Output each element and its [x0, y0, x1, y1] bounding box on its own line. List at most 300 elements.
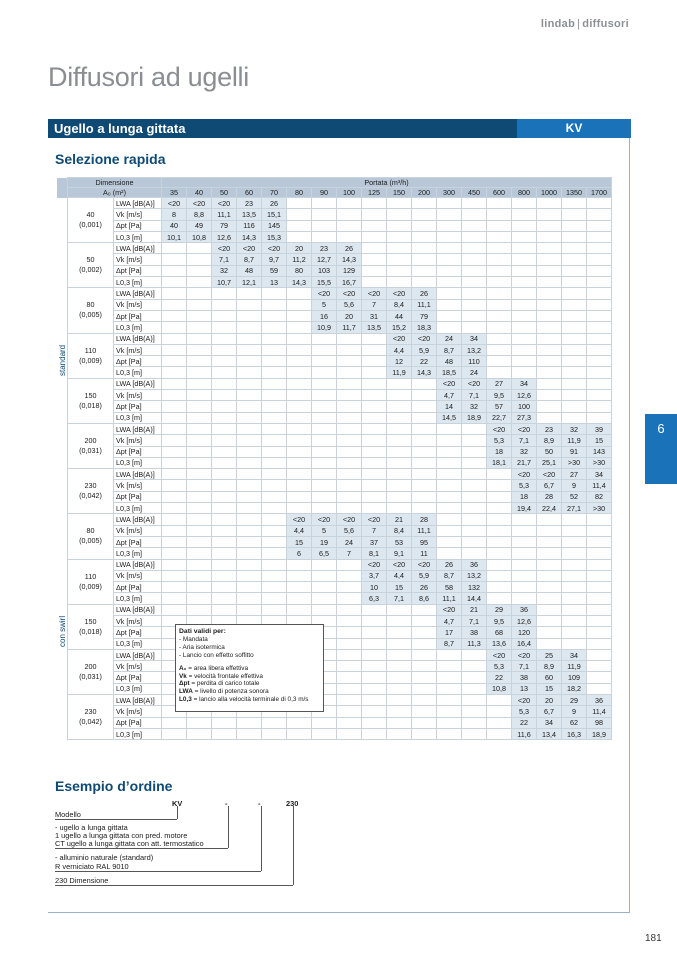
table-row	[57, 672, 612, 683]
value-cell: 50	[537, 446, 562, 457]
value-cell: 10,8	[487, 683, 512, 694]
value-cell: 29	[562, 695, 587, 706]
value-cell: 39	[587, 423, 612, 434]
empty-cell	[287, 288, 312, 299]
empty-cell	[487, 695, 512, 706]
row-label: Δpt [Pa]	[114, 446, 162, 457]
empty-cell	[512, 514, 537, 525]
empty-cell	[212, 491, 237, 502]
empty-cell	[587, 333, 612, 344]
empty-cell	[162, 435, 187, 446]
empty-cell	[587, 231, 612, 242]
empty-cell	[462, 435, 487, 446]
empty-cell	[562, 390, 587, 401]
empty-cell	[487, 536, 512, 547]
empty-cell	[412, 220, 437, 231]
empty-cell	[262, 378, 287, 389]
empty-cell	[337, 559, 362, 570]
empty-cell	[587, 672, 612, 683]
empty-cell	[587, 514, 612, 525]
empty-cell	[462, 695, 487, 706]
notes-item: - Lancio con effetto soffitto	[179, 651, 254, 659]
empty-cell	[312, 333, 337, 344]
table-row	[57, 469, 612, 480]
empty-cell	[387, 661, 412, 672]
value-cell: 21	[462, 604, 487, 615]
empty-cell	[437, 672, 462, 683]
empty-cell	[412, 638, 437, 649]
value-cell: 8,7	[437, 570, 462, 581]
value-cell: <20	[512, 469, 537, 480]
empty-cell	[237, 423, 262, 434]
table-row	[57, 412, 612, 423]
empty-cell	[287, 333, 312, 344]
value-cell: 16,7	[337, 277, 362, 288]
empty-cell	[337, 231, 362, 242]
empty-cell	[287, 198, 312, 209]
row-label: Δpt [Pa]	[114, 491, 162, 502]
flow-header-cell: 90	[312, 188, 337, 198]
empty-cell	[587, 390, 612, 401]
value-cell: 6,5	[312, 548, 337, 559]
empty-cell	[437, 299, 462, 310]
empty-cell	[512, 333, 537, 344]
empty-cell	[212, 604, 237, 615]
empty-cell	[187, 728, 212, 739]
value-cell: 28	[537, 491, 562, 502]
empty-cell	[162, 265, 187, 276]
value-cell: 10	[362, 582, 387, 593]
empty-cell	[337, 457, 362, 468]
table-row	[57, 604, 612, 615]
empty-cell	[387, 412, 412, 423]
row-label: Vk [m/s]	[114, 344, 162, 355]
value-cell: 15,2	[387, 322, 412, 333]
empty-cell	[562, 231, 587, 242]
value-cell: 10,1	[162, 231, 187, 242]
brand-header	[541, 18, 629, 30]
value-cell: 9,7	[262, 254, 287, 265]
empty-cell	[362, 695, 387, 706]
empty-cell	[212, 367, 237, 378]
empty-cell	[412, 277, 437, 288]
value-cell: 11	[412, 548, 437, 559]
empty-cell	[387, 401, 412, 412]
empty-cell	[262, 717, 287, 728]
empty-cell	[462, 310, 487, 321]
flow-header-cell: 35	[162, 188, 187, 198]
value-cell: 15	[287, 536, 312, 547]
value-cell: 18	[487, 446, 512, 457]
table-row	[57, 525, 612, 536]
empty-cell	[387, 254, 412, 265]
value-cell: 13	[262, 277, 287, 288]
empty-cell	[262, 322, 287, 333]
value-cell: 5,3	[487, 661, 512, 672]
value-cell: 11,1	[412, 299, 437, 310]
value-cell: 27	[487, 378, 512, 389]
flow-header-cell: 125	[362, 188, 387, 198]
empty-cell	[187, 412, 212, 423]
empty-cell	[212, 423, 237, 434]
empty-cell	[312, 220, 337, 231]
value-cell: 22	[412, 356, 437, 367]
value-cell: 4,7	[437, 615, 462, 626]
value-cell: 26	[262, 198, 287, 209]
empty-cell	[412, 695, 437, 706]
value-cell: 15	[537, 683, 562, 694]
value-cell: 31	[362, 310, 387, 321]
table-row	[57, 265, 612, 276]
value-cell: 116	[237, 220, 262, 231]
empty-cell	[537, 514, 562, 525]
quick-selection-table	[57, 177, 612, 740]
empty-cell	[562, 333, 587, 344]
value-cell: <20	[312, 288, 337, 299]
empty-cell	[362, 503, 387, 514]
empty-cell	[487, 231, 512, 242]
empty-cell	[287, 717, 312, 728]
value-cell: 80	[287, 265, 312, 276]
empty-cell	[287, 390, 312, 401]
row-label: LWA [dB(A)]	[114, 695, 162, 706]
value-cell: 132	[462, 582, 487, 593]
empty-cell	[512, 209, 537, 220]
empty-cell	[162, 243, 187, 254]
empty-cell	[437, 661, 462, 672]
value-cell: <20	[362, 559, 387, 570]
empty-cell	[387, 390, 412, 401]
order-code-part: 230	[286, 799, 299, 808]
empty-cell	[587, 310, 612, 321]
empty-cell	[287, 728, 312, 739]
value-cell: <20	[412, 559, 437, 570]
quick-selection-heading: Selezione rapida	[55, 151, 166, 167]
size-area: (0,009)	[79, 355, 102, 365]
empty-cell	[512, 231, 537, 242]
row-label: L0,3 [m]	[114, 728, 162, 739]
size-area: (0,031)	[79, 671, 102, 681]
empty-cell	[562, 582, 587, 593]
empty-cell	[462, 683, 487, 694]
empty-cell	[162, 310, 187, 321]
empty-cell	[487, 559, 512, 570]
value-cell: <20	[187, 198, 212, 209]
empty-cell	[487, 288, 512, 299]
empty-cell	[512, 536, 537, 547]
order-line	[55, 871, 261, 872]
empty-cell	[187, 559, 212, 570]
value-cell: 4,4	[287, 525, 312, 536]
value-cell: 22	[512, 717, 537, 728]
empty-cell	[337, 604, 362, 615]
empty-cell	[512, 367, 537, 378]
empty-cell	[387, 265, 412, 276]
empty-cell	[237, 514, 262, 525]
value-cell: <20	[512, 649, 537, 660]
empty-cell	[287, 344, 312, 355]
row-label: Δpt [Pa]	[114, 627, 162, 638]
value-cell: 15,1	[262, 209, 287, 220]
flow-header-cell: 450	[462, 188, 487, 198]
empty-cell	[537, 582, 562, 593]
row-label: Δpt [Pa]	[114, 582, 162, 593]
value-cell: 5,3	[487, 435, 512, 446]
empty-cell	[587, 559, 612, 570]
empty-cell	[487, 344, 512, 355]
table-row	[57, 570, 612, 581]
value-cell: 13,6	[487, 638, 512, 649]
table-row	[57, 209, 612, 220]
empty-cell	[387, 469, 412, 480]
value-cell: 38	[462, 627, 487, 638]
empty-cell	[187, 593, 212, 604]
row-label: Δpt [Pa]	[114, 310, 162, 321]
table-row	[57, 390, 612, 401]
table-row	[57, 231, 612, 242]
empty-cell	[162, 401, 187, 412]
value-cell: 15,3	[262, 231, 287, 242]
empty-cell	[162, 582, 187, 593]
empty-cell	[337, 469, 362, 480]
empty-cell	[237, 480, 262, 491]
empty-cell	[212, 582, 237, 593]
empty-cell	[412, 627, 437, 638]
empty-cell	[537, 536, 562, 547]
size-cell	[68, 423, 114, 468]
empty-cell	[537, 390, 562, 401]
value-cell: <20	[237, 243, 262, 254]
empty-cell	[537, 322, 562, 333]
dimension-header: Dimensione	[68, 178, 162, 188]
value-cell: 8,9	[537, 661, 562, 672]
value-cell: 36	[512, 604, 537, 615]
row-label: Vk [m/s]	[114, 706, 162, 717]
empty-cell	[187, 446, 212, 457]
empty-cell	[312, 356, 337, 367]
value-cell: 29	[487, 604, 512, 615]
value-cell: 5	[312, 299, 337, 310]
value-cell: 10,7	[212, 277, 237, 288]
empty-cell	[512, 277, 537, 288]
value-cell: 8,6	[412, 593, 437, 604]
notes-def-sym: Vk	[179, 672, 187, 680]
empty-cell	[287, 604, 312, 615]
empty-cell	[312, 401, 337, 412]
value-cell: 14	[437, 401, 462, 412]
empty-cell	[587, 525, 612, 536]
size-value: 230	[84, 707, 97, 717]
empty-cell	[287, 378, 312, 389]
empty-cell	[262, 356, 287, 367]
empty-cell	[387, 683, 412, 694]
value-cell: <20	[387, 333, 412, 344]
table-row	[57, 559, 612, 570]
empty-cell	[162, 457, 187, 468]
empty-cell	[462, 728, 487, 739]
empty-cell	[437, 514, 462, 525]
value-cell: <20	[212, 198, 237, 209]
empty-cell	[187, 333, 212, 344]
row-label: Vk [m/s]	[114, 615, 162, 626]
empty-cell	[362, 627, 387, 638]
empty-cell	[537, 548, 562, 559]
empty-cell	[562, 570, 587, 581]
empty-cell	[537, 243, 562, 254]
empty-cell	[512, 265, 537, 276]
value-cell: 14,4	[462, 593, 487, 604]
row-label: LWA [dB(A)]	[114, 333, 162, 344]
value-cell: 5,3	[512, 706, 537, 717]
order-option2: - alluminio naturale (standard)	[55, 853, 154, 862]
empty-cell	[287, 231, 312, 242]
empty-cell	[337, 378, 362, 389]
product-title: Ugello a lunga gittata	[54, 121, 186, 136]
value-cell: 26	[337, 243, 362, 254]
empty-cell	[262, 310, 287, 321]
empty-cell	[362, 683, 387, 694]
empty-cell	[237, 559, 262, 570]
value-cell: 11,4	[587, 480, 612, 491]
flow-header-cell: 300	[437, 188, 462, 198]
value-cell: 11,9	[562, 435, 587, 446]
row-label: Vk [m/s]	[114, 435, 162, 446]
empty-cell	[262, 435, 287, 446]
value-cell: 143	[587, 446, 612, 457]
empty-cell	[162, 333, 187, 344]
row-label: LWA [dB(A)]	[114, 649, 162, 660]
empty-cell	[162, 356, 187, 367]
empty-cell	[387, 231, 412, 242]
value-cell: 98	[587, 717, 612, 728]
empty-cell	[237, 412, 262, 423]
value-cell: 11,4	[587, 706, 612, 717]
empty-cell	[362, 706, 387, 717]
empty-cell	[162, 344, 187, 355]
value-cell: 40	[162, 220, 187, 231]
value-cell: 48	[237, 265, 262, 276]
empty-cell	[487, 525, 512, 536]
value-cell: 26	[437, 559, 462, 570]
empty-cell	[562, 243, 587, 254]
value-cell: 7	[362, 299, 387, 310]
empty-cell	[312, 423, 337, 434]
empty-cell	[187, 265, 212, 276]
empty-cell	[287, 435, 312, 446]
empty-cell	[262, 390, 287, 401]
value-cell: 38	[512, 672, 537, 683]
empty-cell	[487, 469, 512, 480]
empty-cell	[162, 503, 187, 514]
empty-cell	[437, 243, 462, 254]
empty-cell	[462, 457, 487, 468]
value-cell: <20	[262, 243, 287, 254]
empty-cell	[187, 254, 212, 265]
empty-cell	[387, 649, 412, 660]
empty-cell	[362, 457, 387, 468]
empty-cell	[587, 649, 612, 660]
row-label: LWA [dB(A)]	[114, 198, 162, 209]
empty-cell	[237, 401, 262, 412]
empty-cell	[162, 514, 187, 525]
empty-cell	[562, 310, 587, 321]
empty-cell	[412, 243, 437, 254]
empty-cell	[262, 514, 287, 525]
empty-cell	[187, 367, 212, 378]
value-cell: 14,3	[412, 367, 437, 378]
value-cell: <20	[212, 243, 237, 254]
empty-cell	[587, 277, 612, 288]
empty-cell	[162, 593, 187, 604]
table-row	[57, 367, 612, 378]
empty-cell	[412, 649, 437, 660]
size-cell	[68, 559, 114, 604]
value-cell: 13,4	[537, 728, 562, 739]
value-cell: 5,9	[412, 344, 437, 355]
empty-cell	[387, 695, 412, 706]
empty-cell	[462, 231, 487, 242]
value-cell: 7,1	[387, 593, 412, 604]
empty-cell	[537, 638, 562, 649]
empty-cell	[312, 593, 337, 604]
size-cell	[68, 378, 114, 423]
empty-cell	[537, 604, 562, 615]
value-cell: <20	[387, 559, 412, 570]
empty-cell	[337, 649, 362, 660]
empty-cell	[162, 446, 187, 457]
empty-cell	[462, 525, 487, 536]
empty-cell	[412, 209, 437, 220]
row-label: L0,3 [m]	[114, 457, 162, 468]
empty-cell	[212, 717, 237, 728]
empty-cell	[237, 525, 262, 536]
size-cell	[68, 695, 114, 740]
empty-cell	[412, 728, 437, 739]
page-title: Diffusori ad ugelli	[48, 62, 249, 92]
empty-cell	[487, 491, 512, 502]
empty-cell	[362, 220, 387, 231]
empty-cell	[562, 536, 587, 547]
empty-cell	[387, 446, 412, 457]
empty-cell	[487, 706, 512, 717]
row-label: Δpt [Pa]	[114, 220, 162, 231]
empty-cell	[362, 254, 387, 265]
empty-cell	[262, 593, 287, 604]
value-cell: 32	[512, 446, 537, 457]
table-row	[57, 491, 612, 502]
notes-def-text: = area libera effettiva	[186, 664, 249, 672]
empty-cell	[537, 344, 562, 355]
empty-cell	[262, 604, 287, 615]
value-cell: 13,2	[462, 344, 487, 355]
empty-cell	[362, 649, 387, 660]
empty-cell	[387, 672, 412, 683]
empty-cell	[312, 412, 337, 423]
empty-cell	[387, 198, 412, 209]
value-cell: <20	[437, 378, 462, 389]
empty-cell	[487, 514, 512, 525]
empty-cell	[562, 548, 587, 559]
empty-cell	[162, 378, 187, 389]
size-area: (0,009)	[79, 581, 102, 591]
empty-cell	[562, 209, 587, 220]
empty-cell	[262, 525, 287, 536]
empty-cell	[562, 220, 587, 231]
value-cell: 26	[412, 288, 437, 299]
value-cell: 14,3	[337, 254, 362, 265]
value-cell: 18	[512, 491, 537, 502]
empty-cell	[412, 390, 437, 401]
